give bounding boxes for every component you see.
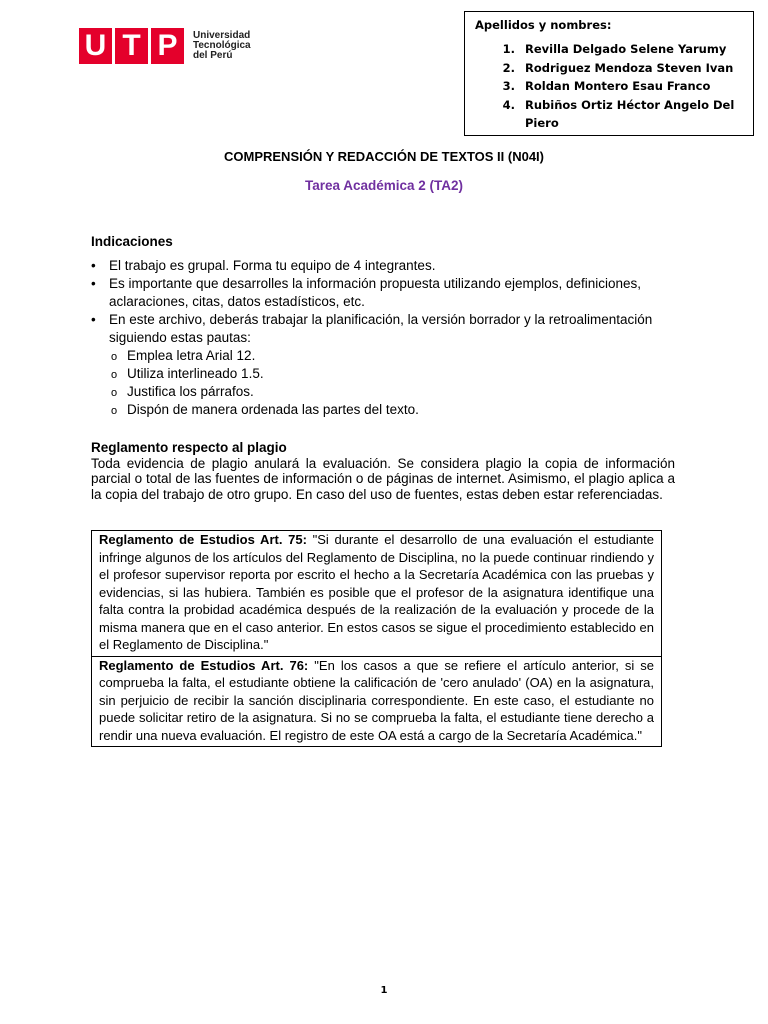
sub-bullet-item: o Justifica los párrafos. xyxy=(109,383,677,401)
rule-label: Reglamento de Estudios Art. 75: xyxy=(99,532,307,547)
author-item: 3. Roldan Montero Esau Franco xyxy=(519,77,743,96)
author-item: 2. Rodriguez Mendoza Steven Ivan xyxy=(519,59,743,78)
rule-text: "En los casos a que se refiere el artículo anterior, si se comprueba la falta, el estudiante obtiene la calificación de 'cero anulado' (OA) en la asignatura, sin perjuicio de recibir la sanción disciplinaria correspondiente. En este caso, el estudiante no puede solicitar retiro de la asignatura. Si no se comprueba la falta, el estudiante tiene derecho a rendir una nueva evaluación. El registro de este OA está a cargo de la Secretaría Académica." xyxy=(99,657,654,743)
bullet-item: • El trabajo es grupal. Forma tu equipo de 4 integrantes. xyxy=(91,257,677,275)
task-title: Tarea Académica 2 (TA2) xyxy=(304,178,464,193)
logo-letter-t: T xyxy=(115,28,148,64)
rule-art-75 xyxy=(92,531,661,656)
indicaciones-list xyxy=(91,257,677,419)
rule-art-76 xyxy=(92,656,661,747)
sub-bullet-item: o Dispón de manera ordenada las partes del texto. xyxy=(109,401,677,419)
authors-title: Apellidos y nombres: xyxy=(475,18,612,32)
rule-text: "Si durante el desarrollo de una evaluación el estudiante infringe algunos de los artículos del Reglamento de Disciplina, no la puede continuar rindiendo y el profesor supervisor reporta por escrito el hecho a la Secretaría Académica con las pruebas y evidencias, si las hubiera. También es posible que el profesor de la asignatura identifique una falta contra la probidad académica después de la realización de la evaluación y procede de la misma manera que en el caso anterior. En estos casos se sigue el procedimiento establecido en el Reglamento de Disciplina." xyxy=(99,532,655,652)
logo-text xyxy=(193,31,251,61)
logo-line-2: Tecnológica xyxy=(193,40,251,51)
plagio-text: Toda evidencia de plagio anulará la evaluación. Se considera plagio la copia de información parcial o total de las fuentes de información o de páginas de internet. Asimismo, el plagio aplica a la copia del trabajo de otro grupo. En caso del uso de fuentes, estas deben estar referenciadas. xyxy=(91,455,675,502)
sub-bullet-item: o Utiliza interlineado 1.5. xyxy=(109,365,677,383)
sub-bullet-item: o Emplea letra Arial 12. xyxy=(109,347,677,365)
authors-list xyxy=(475,40,743,133)
rule-label: Reglamento de Estudios Art. 76: xyxy=(99,657,309,673)
author-item: 1. Revilla Delgado Selene Yarumy xyxy=(519,40,743,59)
page-number: 1 xyxy=(380,985,388,996)
bullet-item xyxy=(91,311,677,419)
indicaciones-section xyxy=(91,233,677,419)
sub-list xyxy=(109,347,677,419)
utp-logo xyxy=(79,28,251,64)
indicaciones-heading: Indicaciones xyxy=(91,234,173,249)
logo-letter-u: U xyxy=(79,28,112,64)
bullet-item: • Es importante que desarrolles la información propuesta utilizando ejemplos, definiciones, aclaraciones, citas, datos estadísticos, etc. xyxy=(91,275,677,311)
logo-letter-p: P xyxy=(151,28,184,64)
course-title: COMPRENSIÓN Y REDACCIÓN DE TEXTOS II (N04I) xyxy=(224,149,544,164)
author-item: 4. Rubiños Ortiz Héctor Angelo Del Piero xyxy=(519,96,743,133)
authors-box xyxy=(464,11,754,136)
rules-box xyxy=(91,530,662,747)
plagio-section xyxy=(91,440,675,502)
plagio-heading: Reglamento respecto al plagio xyxy=(91,440,287,455)
logo-line-1: Universidad xyxy=(193,30,251,41)
bullet-item-text: En este archivo, deberás trabajar la planificación, la versión borrador y la retroalimentación siguiendo estas pautas: xyxy=(109,312,653,345)
logo-line-3: del Perú xyxy=(193,50,233,61)
